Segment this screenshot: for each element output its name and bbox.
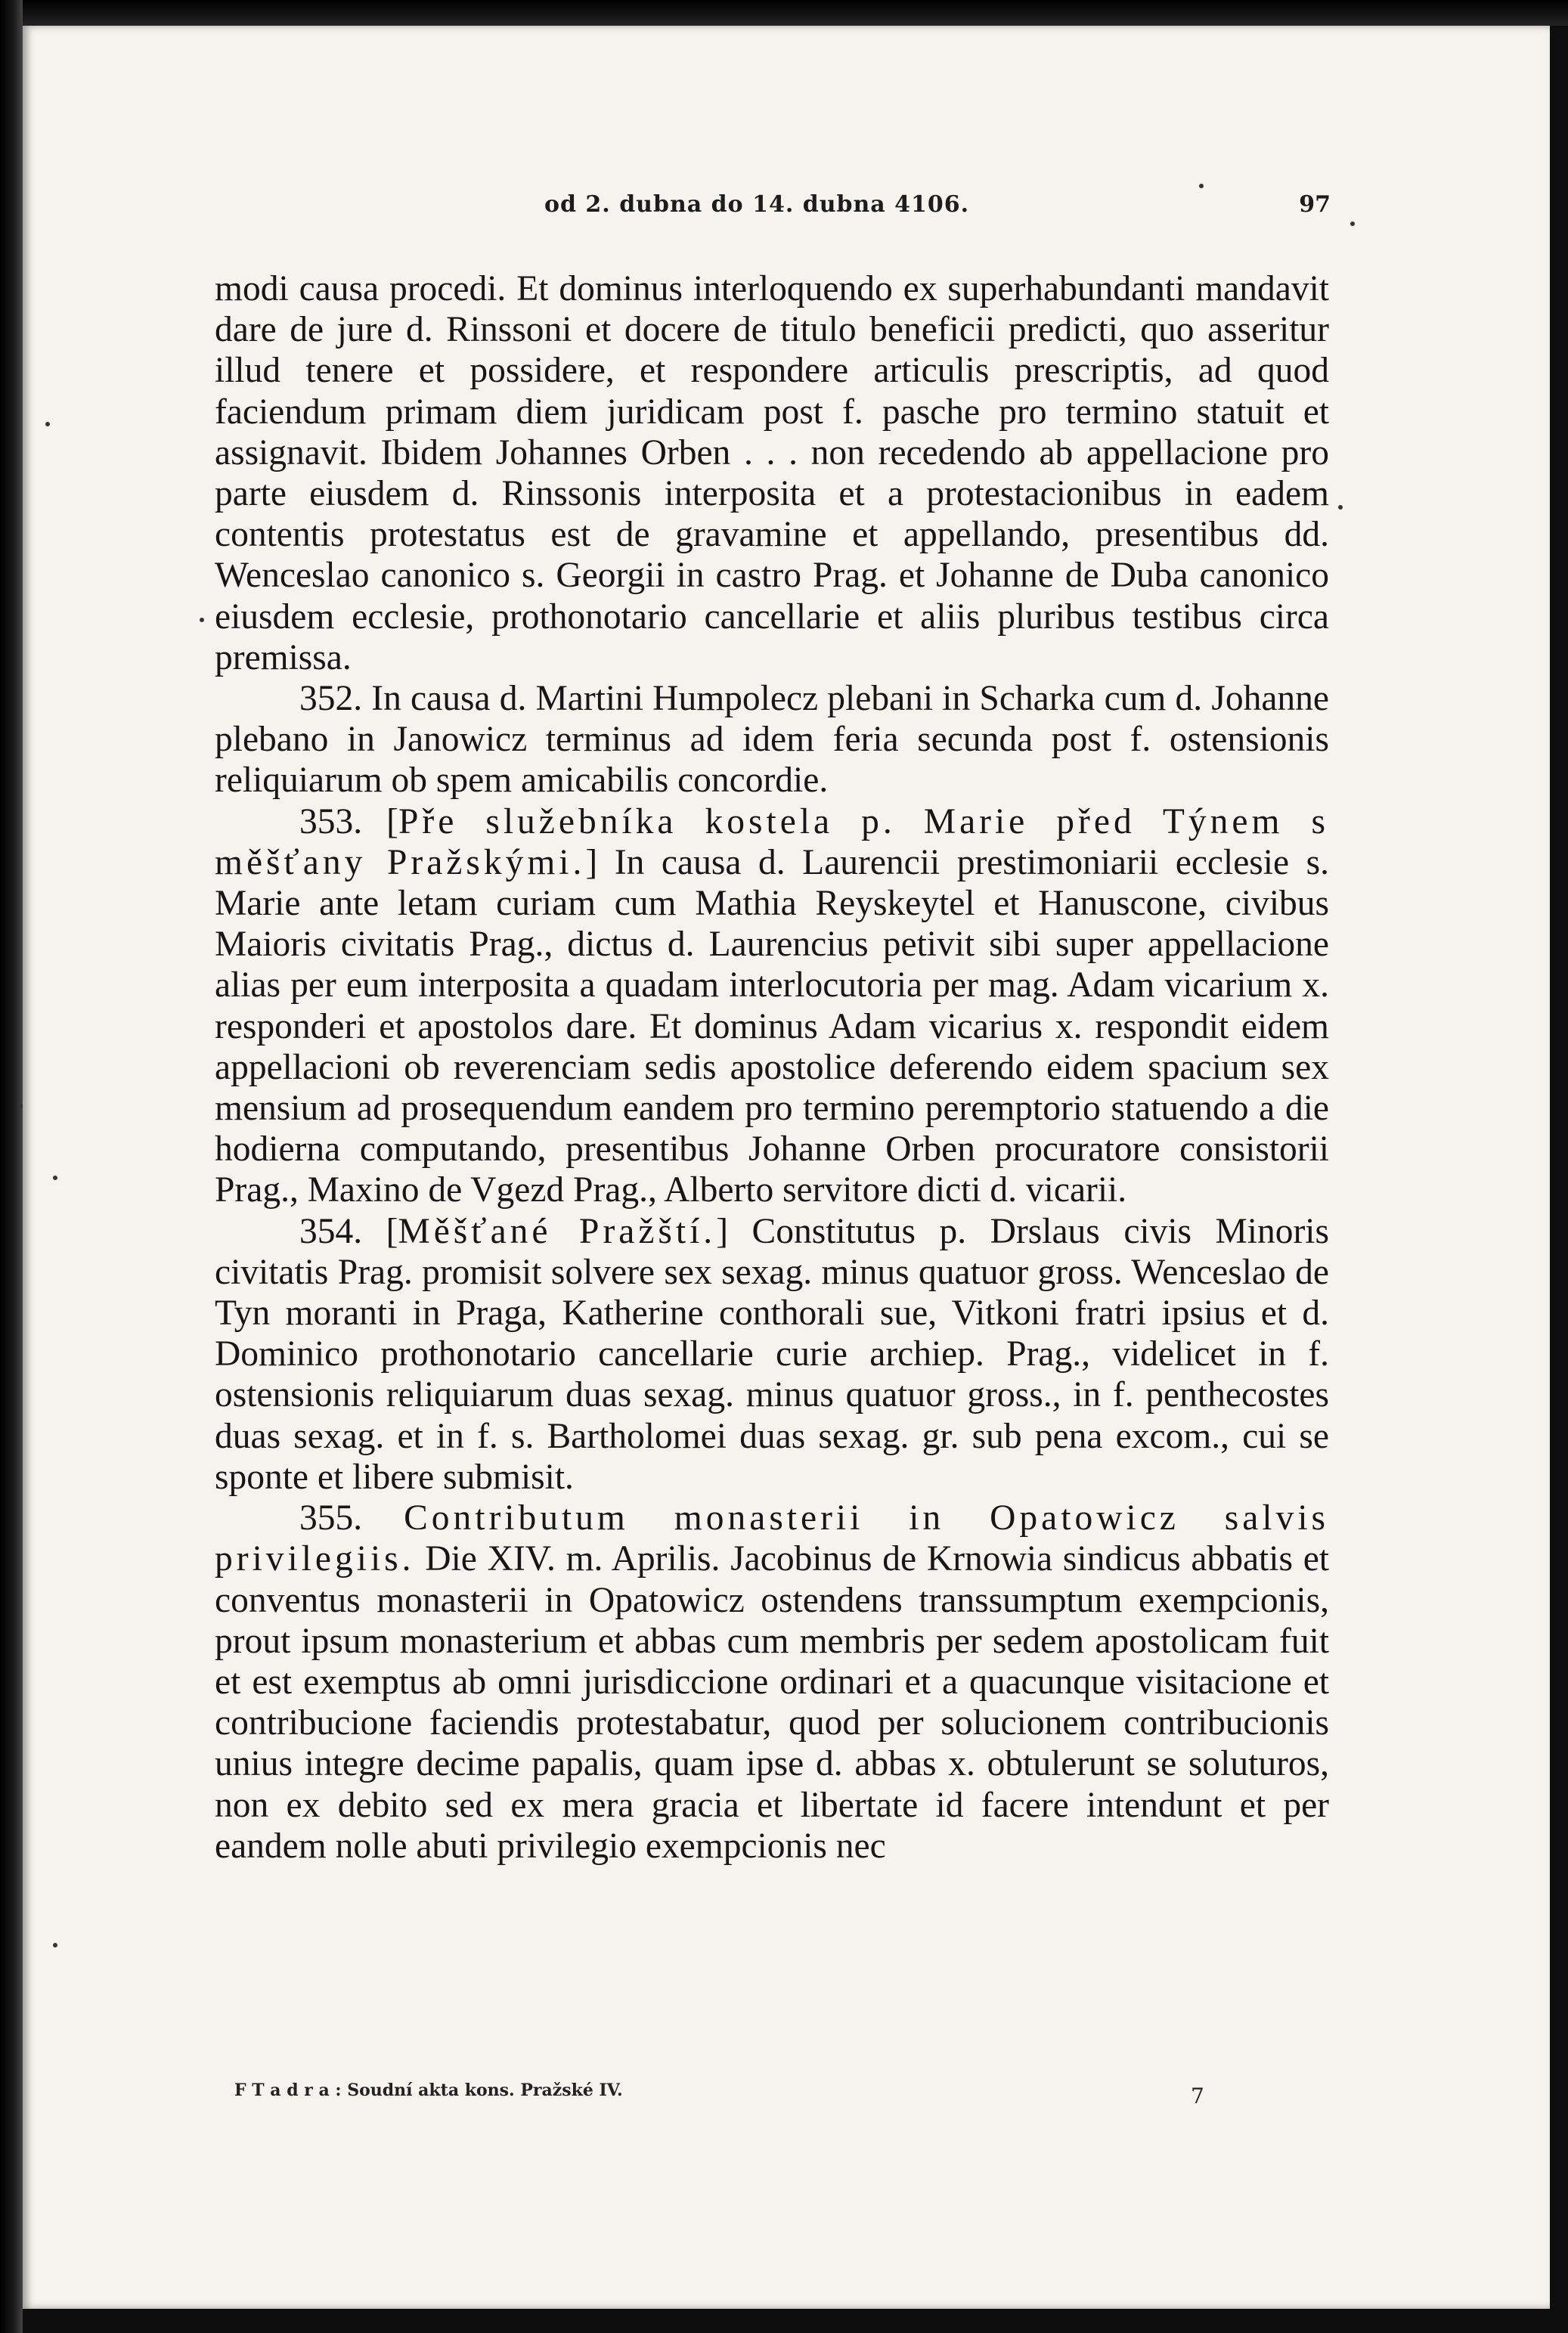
scan-speck [53,1943,57,1947]
scan-speck [1338,505,1343,510]
paragraph-p-353 [215,801,1329,1211]
paragraph-text: 354. [ [299,1211,398,1251]
signature-mark: 7 [1191,2084,1204,2108]
spaced-heading-text: Měšťané Pražští. [398,1211,717,1251]
paragraph-text: 353. [ [299,801,398,841]
scan-speck [45,422,50,426]
main-text [215,268,1329,1867]
paragraph-text: modi causa procedi. Et dominus interloquendo ex superhabundanti mandavit dare de jure d. Rinssoni et docere de titulo beneficii predicti, quo asseritur illud tenere et possidere, et respondere articulis prescriptis, ad quod faciendum primam diem juridicam post f. pasche pro termino statuit et assignavit. Ibidem Johannes Orben . . . non recedendo ab appellacione pro parte eiusdem d. Rinssonis interposita et a protestacionibus in eadem contentis protestatus est de gravamine et appellando, presentibus dd. Wenceslao canonico s. Georgii in castro Prag. et Johanne de Duba canonico eiusdem ecclesie, prothonotario cancellarie et aliis pluribus testibus circa premissa. [215,269,1329,677]
paragraph-text: 352. In causa d. Martini Humpolecz plebani in Scharka cum d. Johanne plebano in Janowicz terminus ad idem feria secunda post f. ostensionis reliquiarum ob spem amicabilis concordie. [215,679,1329,801]
footer-citation: F T a d r a : Soudní akta kons. Pražské IV. [234,2080,623,2100]
scan-speck [1199,184,1204,188]
scan-left-edge [0,0,23,2333]
scan-speck [18,1104,23,1108]
spaced-heading-text: Pře služebníka kostela p. Marie před Týnem s měšťany Pražskými. [215,801,1329,882]
scan-top-edge [0,0,1568,26]
scan-speck [200,618,204,622]
paragraph-text: Die XIV. m. Aprilis. Jacobinus de Krnowia sindicus abbatis et conventus monasterii in Opatowicz ostendens transsumptum exempcionis, prout ipsum monasterium et abbas cum membris per sedem apostolicam fuit et est exemptus ab omni jurisdiccione ordinari et a quacunque visitacione et contribucione faciendis protestabatur, quod per solucionem contribucionis unius integre decime papalis, quam ipse d. abbas x. obtulerunt se soluturos, non ex debito sed ex mera gracia et libertate id facere intendunt et per eandem nolle abuti privilegio exempcionis nec [215,1539,1329,1866]
running-title: od 2. dubna do 14. dubna 4106. [544,191,970,218]
paragraph-text: ] In causa d. Laurencii prestimoniarii ecclesie s. Marie ante letam curiam cum Mathia Reyskeytel et Hanuscone, civibus Maioris civitatis Prag., dictus d. Laurencius petivit sibi super appellacione alias per eum interposita a quadam interlocutoria per mag. Adam vicarium x. responderi et apostolos dare. Et dominus Adam vicarius x. respondit eidem appellacioni ob reverenciam sedis apostolice deferendo eidem spacium sex mensium ad prosequendum eandem pro termino peremptorio statuendo a die hodierna computando, presentibus Johanne Orben procuratore consistorii Prag., Maxino de Vgezd Prag., Alberto servitore dicti d. vicarii. [215,842,1329,1210]
scan-speck [1350,222,1355,226]
paragraph-p-355 [215,1498,1329,1867]
scan-speck [53,1176,57,1180]
paragraph-p-352 [215,678,1329,801]
paragraph-p-354 [215,1211,1329,1498]
page-footer [234,2080,1217,2111]
paragraph-text: ] Constitutus p. Drslaus civis Minoris civitatis Prag. promisit solvere sex sexag. minus quatuor gross. Wenceslao de Tyn moranti in Praga, Katherine conthorali sue, Vitkoni fratri ipsius et d. Dominico prothonotario cancellarie curie archiep. Prag., videlicet in f. ostensionis reliquiarum duas sexag. minus quatuor gross., in f. penthecostes duas sexag. et in f. s. Bartholomei duas sexag. gr. sub pena excom., cui se sponte et libere submisit. [215,1211,1329,1497]
paragraph-p-cont-1 [215,268,1329,678]
page-header [212,191,1331,225]
paragraph-text: 355. [299,1498,404,1538]
page-number: 97 [1299,191,1331,218]
spaced-heading-text: Contributum monasterii in Opatowicz salvis privilegiis. [215,1498,1329,1579]
